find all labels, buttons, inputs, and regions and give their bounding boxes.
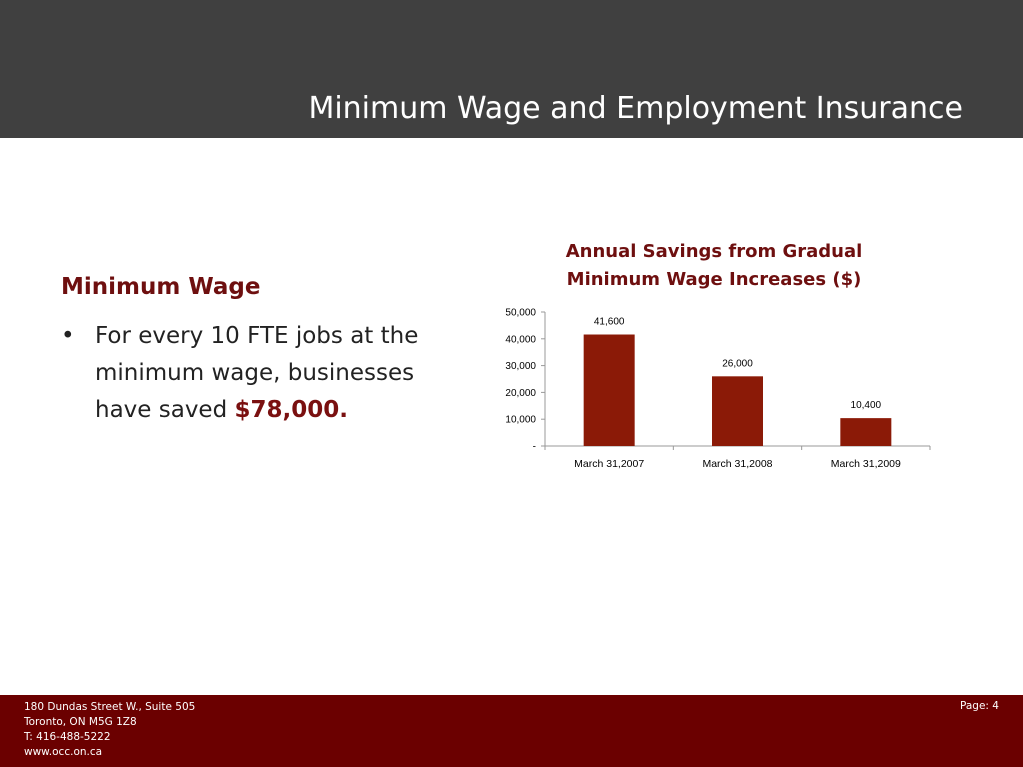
header-bar	[0, 0, 1023, 138]
data-label: 41,600	[593, 316, 625, 328]
footer-line-street: 180 Dundas Street W., Suite 505	[24, 701, 196, 713]
page-number: Page: 4	[960, 700, 999, 712]
data-label: 10,400	[850, 400, 882, 412]
x-tick-label: March 31,2009	[830, 458, 901, 470]
footer-address	[24, 700, 195, 760]
section-heading: Minimum Wage	[61, 274, 261, 300]
data-label: 26,000	[722, 358, 753, 370]
footer-line-phone: T: 416-488-5222	[24, 731, 111, 743]
page-title: Minimum Wage and Employment Insurance	[308, 91, 963, 126]
y-tick-label: -	[532, 441, 536, 453]
y-tick-label: 10,000	[505, 414, 536, 426]
y-tick-label: 50,000	[505, 307, 536, 319]
chart-title: Annual Savings from Gradual Minimum Wage Increases ($)	[565, 241, 863, 290]
bullet-text	[95, 318, 475, 429]
y-tick-label: 40,000	[505, 334, 536, 346]
footer-bar	[0, 695, 1023, 767]
bullet-text-body: For every 10 FTE jobs at the minimum wage, businesses have saved	[95, 323, 419, 423]
x-tick-label: March 31,2008	[702, 458, 773, 470]
footer-line-website[interactable]: www.occ.on.ca	[24, 746, 103, 758]
bar-chart	[480, 300, 940, 480]
bar	[584, 335, 635, 446]
savings-amount: $78,000.	[234, 397, 348, 423]
bar	[840, 418, 891, 446]
footer-line-city: Toronto, ON M5G 1Z8	[24, 716, 137, 728]
y-tick-label: 30,000	[505, 361, 536, 373]
bullet-symbol: •	[61, 323, 75, 349]
y-tick-label: 20,000	[505, 387, 536, 399]
x-tick-label: March 31,2007	[574, 458, 645, 470]
bar	[712, 376, 763, 446]
